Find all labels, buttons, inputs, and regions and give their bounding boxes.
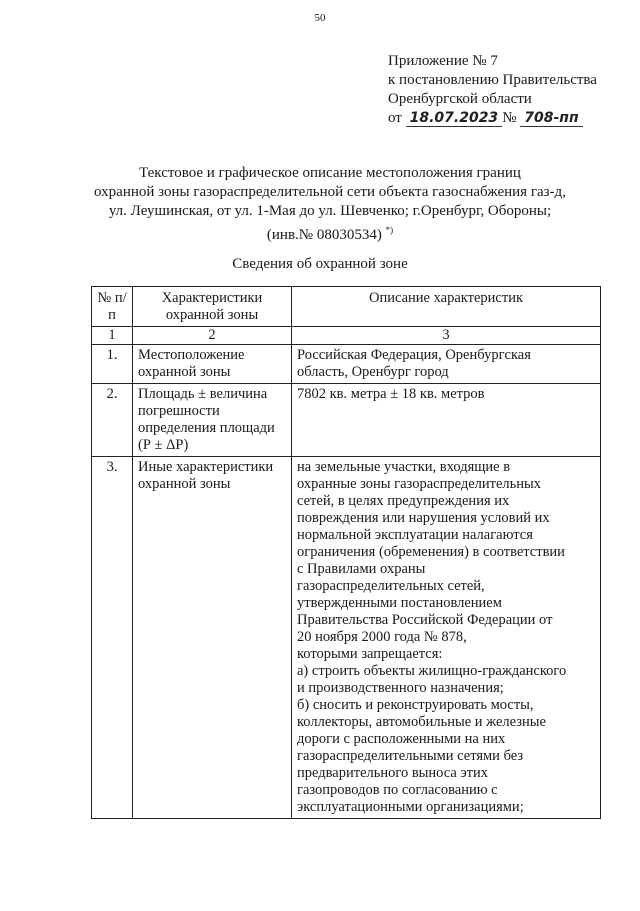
desc-line: с Правилами охраны [297, 561, 426, 577]
row-description [292, 384, 601, 457]
number-sign: № [502, 110, 517, 126]
row-description [292, 345, 601, 384]
desc-line: утвержденными постановлением [297, 595, 502, 611]
appendix-resolution: к постановлению Правительства [388, 72, 597, 88]
desc-line: 20 ноября 2000 года № 878, [297, 629, 467, 645]
desc-line: Российская Федерация, Оренбургская [297, 347, 531, 363]
desc-line: б) сносить и реконструировать мосты, [297, 697, 534, 713]
char-line: определения площади [138, 420, 275, 436]
row-characteristic [133, 384, 292, 457]
appendix-header [388, 52, 597, 128]
desc-line: и производственного назначения; [297, 680, 504, 696]
appendix-title: Приложение № 7 [388, 53, 498, 69]
char-line: Местоположение [138, 347, 245, 363]
appendix-region: Оренбургской области [388, 91, 532, 107]
desc-line: ограничения (обременения) в соответствии [297, 544, 565, 560]
desc-line: эксплуатационными организациями; [297, 799, 524, 815]
desc-line: повреждения или нарушения условий их [297, 510, 550, 526]
appendix-date-line [388, 109, 597, 128]
index-cell: 3 [292, 327, 601, 345]
table-row [92, 345, 601, 384]
title-line-inventory [60, 221, 600, 245]
desc-line: газораспределительными сетями без [297, 748, 524, 764]
header-num-line2: п/п [108, 290, 127, 323]
char-line: Площадь ± величина [138, 386, 268, 402]
desc-line: нормальной эксплуатации налагаются [297, 527, 533, 543]
zone-info-table [91, 286, 601, 819]
handwritten-date: 18.07.2023 [406, 110, 503, 127]
date-prefix: от [388, 110, 402, 126]
header-num-line1: № [97, 290, 112, 306]
row-description [292, 457, 601, 819]
title-line: ул. Леушинская, от ул. 1-Мая до ул. Шевченко; г.Оренбург, Обороны; [108, 203, 552, 219]
footnote-mark: *) [385, 225, 394, 235]
header-num [92, 287, 133, 327]
desc-line: которыми запрещается: [297, 646, 443, 662]
document-title [60, 164, 600, 245]
row-characteristic [133, 345, 292, 384]
index-cell: 2 [133, 327, 292, 345]
page-number: 50 [314, 12, 326, 24]
desc-line: газораспределительных сетей, [297, 578, 485, 594]
section-heading: Сведения об охранной зоне [232, 256, 408, 272]
char-line: Иные характеристики [138, 459, 274, 475]
desc-line: на земельные участки, входящие в [297, 459, 511, 475]
char-line: охранной зоны [138, 476, 231, 492]
header-characteristic [133, 287, 292, 327]
desc-line: 7802 кв. метра ± 18 кв. метров [297, 386, 485, 402]
desc-line: а) строить объекты жилищно-гражданского [297, 663, 567, 679]
char-line: погрешности [138, 403, 220, 419]
header-char-line2: охранной зоны [165, 307, 259, 323]
row-number: 2. [92, 384, 133, 457]
table-header-row [92, 287, 601, 327]
row-characteristic [133, 457, 292, 819]
table-row [92, 384, 601, 457]
desc-line: газопроводов по согласованию с [297, 782, 498, 798]
row-number: 3. [92, 457, 133, 819]
handwritten-number: 708-пп [520, 110, 582, 127]
desc-line: область, Оренбург город [297, 364, 449, 380]
title-line: Текстовое и графическое описание местоположения границ [139, 165, 521, 181]
char-line: охранной зоны [138, 364, 231, 380]
desc-line: Правительства Российской Федерации от [297, 612, 553, 628]
desc-line: охранные зоны газораспределительных [297, 476, 542, 492]
char-line: (Р ± ΔР) [138, 437, 189, 453]
table-index-row [92, 327, 601, 345]
desc-line: коллекторы, автомобильные и железные [297, 714, 546, 730]
header-char-line1: Характеристики [161, 290, 263, 306]
desc-line: дороги с расположенными на них [297, 731, 506, 747]
table-row [92, 457, 601, 819]
inventory-number: (инв.№ 08030534) [266, 227, 382, 243]
desc-line: предварительного выноса этих [297, 765, 489, 781]
index-cell: 1 [92, 327, 133, 345]
row-number: 1. [92, 345, 133, 384]
desc-line: сетей, в целях предупреждения их [297, 493, 510, 509]
title-line: охранной зоны газораспределительной сети объекта газоснабжения газ-д, [94, 184, 566, 200]
header-description: Описание характеристик [292, 287, 601, 327]
